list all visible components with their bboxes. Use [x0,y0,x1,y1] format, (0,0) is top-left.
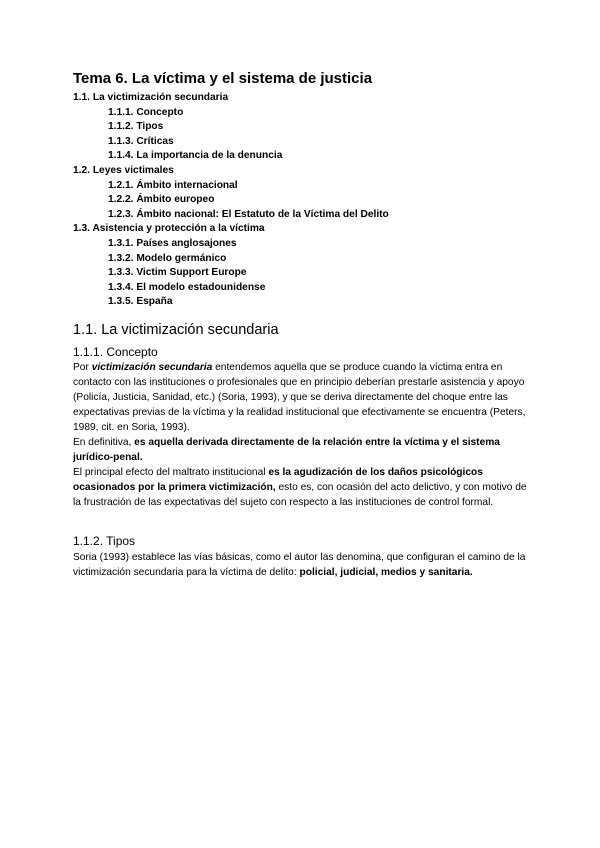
toc-item: 1.1.4. La importancia de la denuncia [108,150,283,162]
text-run: entendemos aquella que se produce cuando la víctima entra en contacto con las instituciones o profesionales que en principio deberían prestarle asistencia y apoyo (Policía, Justicia, Sanidad, etc.) (Soria, 1993), y que se deriva directamente del choque entre las expectativas previas de la víctima y la realidad institucional que efectivamente se encuentra (Peters, 1989, cit. en Soria, 1993). [73,362,526,433]
text-run: En definitiva, [73,437,135,448]
subsection-heading-concepto: 1.1.1. Concepto [73,345,158,359]
bold-text: es la agudización de los daños psicológicos ocasionados por la primera victimización, [73,467,483,493]
tipos-paragraph-1 [73,550,533,580]
text-run: El principal efecto del maltrato institucional [73,467,269,478]
document-title: Tema 6. La víctima y el sistema de justicia [73,70,373,87]
section-heading: 1.1. La victimización secundaria [73,322,279,338]
toc-item: 1.3.5. España [108,296,173,308]
text-run: Por [73,362,92,373]
toc-item: 1.3.3. Victim Support Europe [108,267,247,279]
concepto-paragraph-3 [73,465,533,510]
toc-item: 1.3. Asistencia y protección a la víctima [73,223,265,235]
toc-item: 1.3.4. El modelo estadounidense [108,281,266,293]
tipos-body [73,550,533,580]
toc-item: 1.2.2. Ámbito europeo [108,194,215,206]
concepto-paragraph-1 [73,360,533,435]
bold-text: policial, judicial, medios y sanitaria. [299,567,473,578]
table-of-contents [73,91,543,310]
toc-item: 1.1.3. Críticas [108,135,174,147]
toc-item: 1.3.1. Países anglosajones [108,237,237,249]
subsection-heading-tipos: 1.1.2. Tipos [73,534,136,548]
toc-item: 1.2.1. Ámbito internacional [108,179,238,191]
bold-text: es aquella derivada directamente de la relación entre la víctima y el sistema jurídico-penal. [73,437,500,463]
concepto-paragraph-2 [73,435,533,465]
toc-item: 1.2. Leyes victimales [73,164,174,176]
text-run: Soria (1993) establece las vías básicas, como el autor las denomina, que configuran el camino de la victimización secundaria para la víctima de delito: [73,552,526,578]
toc-item: 1.1.1. Concepto [108,106,184,118]
toc-item: 1.3.2. Modelo germánico [108,252,227,264]
defined-term: victimización secundaria [91,362,213,373]
toc-item: 1.1. La victimización secundaria [73,92,229,103]
concepto-body [73,360,533,510]
toc-item: 1.2.3. Ámbito nacional: El Estatuto de la Víctima del Delito [108,208,389,220]
text-run: esto es, con ocasión del acto delictivo, y con motivo de la frustración de las expectativas del sujeto con respecto a las instituciones de control formal. [73,482,527,508]
toc-item: 1.1.2. Tipos [108,121,164,133]
